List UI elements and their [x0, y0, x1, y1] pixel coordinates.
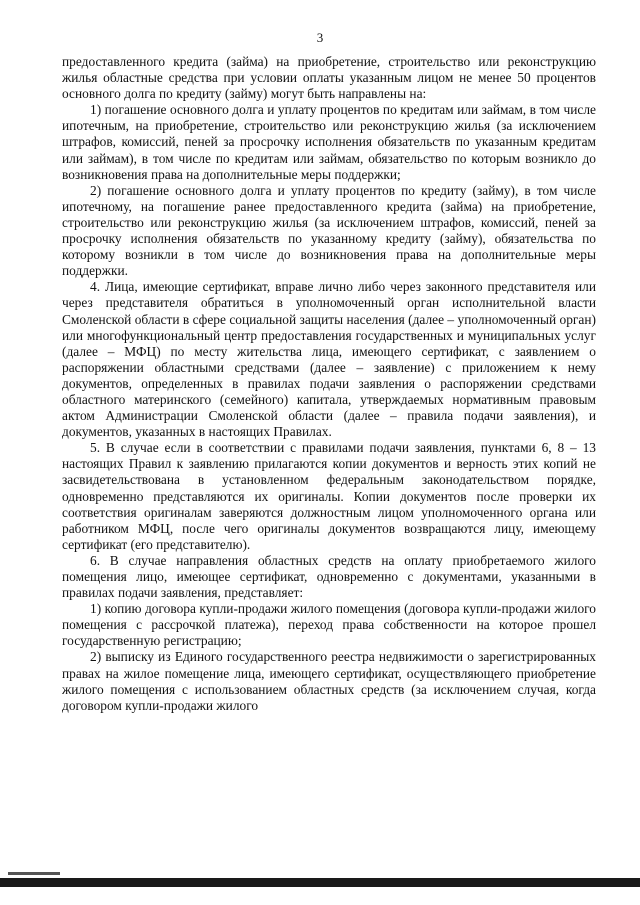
scan-bottom-border: [0, 878, 640, 887]
paragraph: 1) погашение основного долга и уплату процентов по кредитам или займам, в том числе ипотечным, на приобретение, строительство или реконструкцию жилья (за исключением штрафов, комиссий, пеней за просрочку исполнения обязательств по указанным кредитам или займам), в том числе по кредитам или займам, обязательство по которым возникло до возникновения права на дополнительные меры поддержки;: [62, 102, 596, 182]
paragraph: 2) выписку из Единого государственного реестра недвижимости о зарегистрированных правах на жилое помещение лица, имеющего сертификат, осуществляющего приобретение жилого помещения с использованием областных средств (за исключением случая, когда договором купли-продажи жилого: [62, 649, 596, 713]
paragraph: 2) погашение основного долга и уплату процентов по кредиту (займу), в том числе ипотечному, на погашение ранее предоставленного кредита (займа) на приобретение, строительство или реконструкцию жилья (за исключением штрафов, комиссий, пеней за просрочку исполнения обязательств по указанному кредиту (займу), обязательства по которому возникли в том числе до возникновения права на дополнительные меры поддержки.: [62, 182, 596, 279]
paragraph: 6. В случае направления областных средств на оплату приобретаемого жилого помещения лицо, имеющее сертификат, одновременно с документами, указанными в правилах подачи заявления, представляет:: [62, 552, 596, 601]
scan-edge-mark: [8, 872, 60, 875]
page-number: 3: [316, 30, 324, 45]
paragraph: 5. В случае если в соответствии с правилами подачи заявления, пунктами 6, 8 – 13 настоящих Правил к заявлению прилагаются копии документов и верность этих копий не засвидетельствована в установленном федеральным законодательством порядке, одновременно представляются их оригиналы. Копии документов после проверки их соответствия оригиналам заверяются должностным лицом уполномоченного органа или работником МФЦ, после чего оригиналы документов возвращаются лицу, имеющему сертификат (его представителю).: [62, 440, 596, 552]
paragraph: 4. Лица, имеющие сертификат, вправе лично либо через законного представителя или через представителя обратиться в уполномоченный орган исполнительной власти Смоленской области в сфере социальной защиты населения (далее – уполномоченный орган) или многофункциональный центр предоставления государственных и муниципальных услуг (далее – МФЦ) по месту жительства лица, имеющего сертификат, с заявлением о распоряжении областными средствами (далее – заявление) с приложением к нему документов, определенных в правилах подачи заявления о распоряжении средствами областного материнского (семейного) капитала, утверждаемых нормативным правовым актом Администрации Смоленской области (далее – правила подачи заявления), и документов, указанных в настоящих Правилах.: [62, 279, 596, 440]
document-body: [62, 54, 596, 714]
paragraph: 1) копию договора купли-продажи жилого помещения (договора купли-продажи жилого помещения с рассрочкой платежа), переход права собственности на которое прошел государственную регистрацию;: [62, 601, 596, 649]
paragraph: предоставленного кредита (займа) на приобретение, строительство или реконструкцию жилья областные средства при условии оплаты указанным лицом не менее 50 процентов основного долга по кредиту (займу) могут быть направлены на:: [62, 54, 596, 102]
